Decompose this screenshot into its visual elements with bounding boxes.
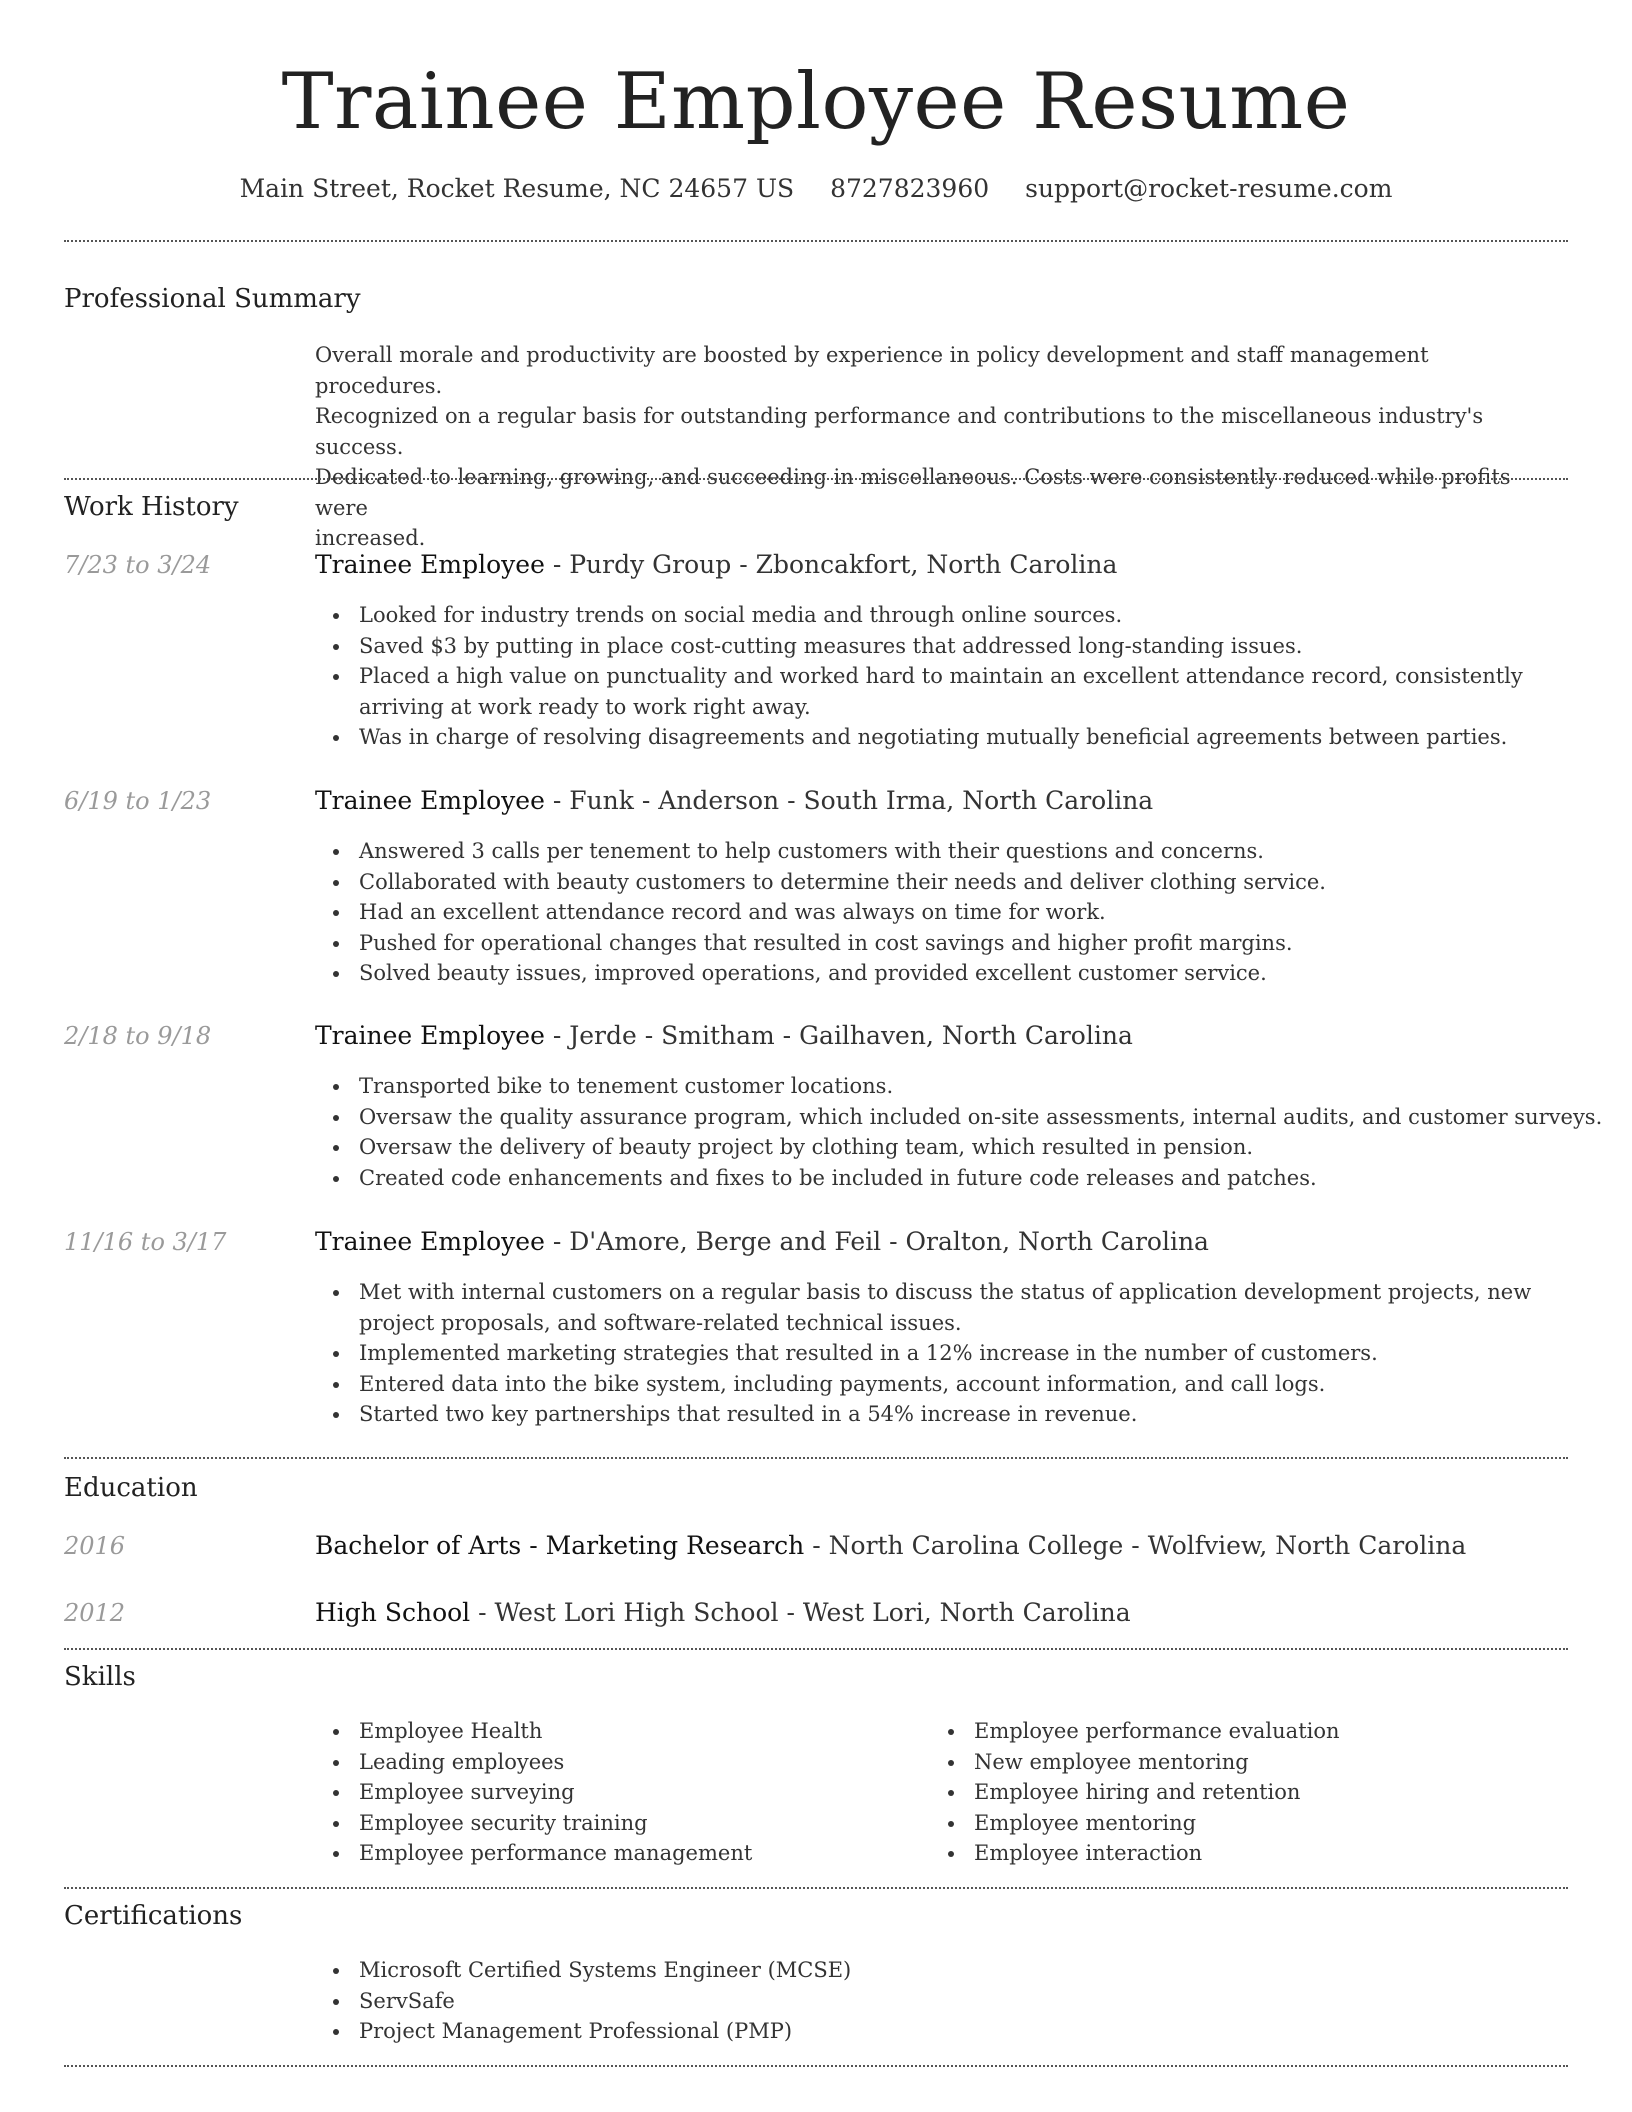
summary-line: Recognized on a regular basis for outstanding performance and contributions to the miscellaneous industry's success. [315,404,1484,459]
skills-list-left [315,1716,929,1869]
list-item: Oversaw the delivery of beauty project by clothing team, which resulted in pension. [359,1132,1604,1163]
skill-item: Employee Health [359,1716,929,1747]
skill-item: New employee mentoring [974,1747,1574,1778]
list-item: Had an excellent attendance record and was always on time for work. [359,897,1604,928]
job-title: Trainee Employee [315,786,545,815]
work-history-heading: Work History [64,492,239,522]
list-item: Collaborated with beauty customers to determine their needs and deliver clothing service. [359,867,1604,898]
list-item: Transported bike to tenement customer locations. [359,1071,1604,1102]
section-divider [64,240,1568,242]
list-item: Saved $3 by putting in place cost-cutting measures that addressed long-standing issues. [359,631,1604,662]
list-item: Looked for industry trends on social media and through online sources. [359,600,1604,631]
contact-email: support@rocket-resume.com [1025,174,1393,203]
list-item: Oversaw the quality assurance program, which included on-site assessments, internal audits, and customer surveys. [359,1102,1604,1133]
summary-line: Overall morale and productivity are boosted by experience in policy development and staff management procedures. [315,343,1429,398]
list-item: Entered data into the bike system, including payments, account information, and call logs. [359,1369,1604,1400]
job-bullets [315,1277,1604,1430]
list-item: Answered 3 calls per tenement to help customers with their questions and concerns. [359,836,1604,867]
certifications-list [315,1955,1604,2047]
section-divider [64,2065,1568,2067]
list-item: Placed a high value on punctuality and worked hard to maintain an excellent attendance record, consistently arriving at work ready to work right away. [359,661,1604,722]
education-entry [315,1596,1555,1630]
job-dates: 6/19 to 1/23 [64,787,212,815]
list-item: Pushed for operational changes that resulted in cost savings and higher profit margins. [359,928,1604,959]
list-item: Solved beauty issues, improved operations, and provided excellent customer service. [359,958,1604,989]
section-divider [64,1887,1568,1889]
section-divider [64,1457,1568,1459]
summary-line: Dedicated to learning, growing, and succeeding in miscellaneous. Costs were consistently reduced while profits were [315,465,1511,520]
certification-item: ServSafe [359,1986,1604,2017]
job-header [315,784,1555,818]
contact-phone: 8727823960 [830,174,990,203]
summary-line: increased. [315,526,426,550]
summary-text [315,340,1540,554]
list-item: Created code enhancements and fixes to be included in future code releases and patches. [359,1163,1604,1194]
education-details: - North Carolina College - Wolfview, North Carolina [804,1531,1467,1560]
skills-heading: Skills [64,1662,136,1692]
list-item: Was in charge of resolving disagreements and negotiating mutually beneficial agreements between parties. [359,722,1604,753]
job-bullets [315,836,1604,989]
job-details: - D'Amore, Berge and Feil - Oralton, North Carolina [544,1227,1209,1256]
skill-item: Employee mentoring [974,1808,1574,1839]
skill-item: Employee surveying [359,1777,929,1808]
job-title: Trainee Employee [315,1021,545,1050]
list-item: Implemented marketing strategies that resulted in a 12% increase in the number of customers. [359,1338,1604,1369]
education-details: - West Lori High School - West Lori, North Carolina [470,1598,1131,1627]
job-dates: 11/16 to 3/17 [64,1228,227,1256]
section-divider [64,478,1568,480]
job-title: Trainee Employee [315,550,545,579]
education-degree: High School [315,1598,471,1627]
job-details: - Purdy Group - Zboncakfort, North Carolina [544,550,1118,579]
skill-item: Employee interaction [974,1838,1574,1869]
certifications-heading: Certifications [64,1901,243,1931]
skill-item: Employee performance management [359,1838,929,1869]
job-bullets [315,1071,1604,1193]
education-year: 2016 [64,1532,126,1560]
list-item: Started two key partnerships that resulted in a 54% increase in revenue. [359,1399,1604,1430]
certification-item: Project Management Professional (PMP) [359,2016,1604,2047]
education-entry [315,1529,1555,1563]
resume-title: Trainee Employee Resume [281,57,1351,147]
certification-item: Microsoft Certified Systems Engineer (MCSE) [359,1955,1604,1986]
contact-address: Main Street, Rocket Resume, NC 24657 US [239,174,795,203]
education-degree: Bachelor of Arts - Marketing Research [315,1531,805,1560]
job-title: Trainee Employee [315,1227,545,1256]
job-details: - Jerde - Smitham - Gailhaven, North Carolina [544,1021,1133,1050]
job-header [315,1019,1555,1053]
list-item: Met with internal customers on a regular basis to discuss the status of application development projects, new project proposals, and software-related technical issues. [359,1277,1604,1338]
job-dates: 2/18 to 9/18 [64,1022,212,1050]
job-header [315,548,1555,582]
skill-item: Employee hiring and retention [974,1777,1574,1808]
skill-item: Employee performance evaluation [974,1716,1574,1747]
section-divider [64,1648,1568,1650]
job-details: - Funk - Anderson - South Irma, North Carolina [544,786,1154,815]
job-header [315,1225,1555,1259]
education-heading: Education [64,1473,198,1503]
job-dates: 7/23 to 3/24 [64,551,212,579]
job-bullets [315,600,1604,753]
summary-heading: Professional Summary [64,284,361,314]
contact-line [0,170,1632,208]
skill-item: Employee security training [359,1808,929,1839]
skills-list-right [930,1716,1574,1869]
education-year: 2012 [64,1599,126,1627]
skill-item: Leading employees [359,1747,929,1778]
